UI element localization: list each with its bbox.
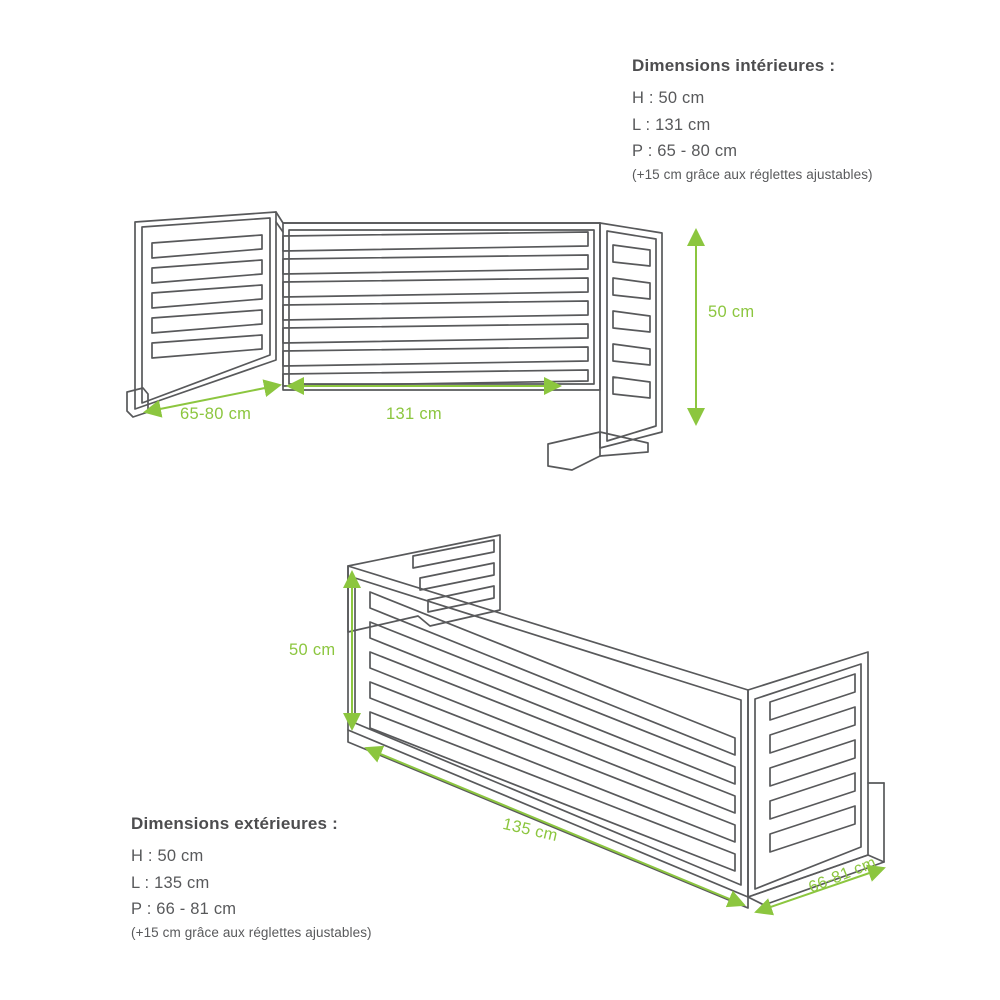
interior-dimensions-block xyxy=(632,56,873,182)
exterior-dimension-width: L : 135 cm xyxy=(131,873,210,892)
interior-dimension-height: H : 50 cm xyxy=(632,89,705,107)
interior-dimension-width: L : 131 cm xyxy=(632,115,711,134)
exterior-dimension-depth: P : 66 - 81 cm xyxy=(131,900,237,919)
dimension-label-top-height: 50 cm xyxy=(708,303,755,321)
interior-dimension-depth: P : 65 - 80 cm xyxy=(632,142,738,161)
dimension-label-bottom-width: 135 cm xyxy=(500,815,560,846)
exterior-dimension-height: H : 50 cm xyxy=(131,847,204,865)
exterior-dimensions-title: Dimensions extérieures : xyxy=(131,814,338,833)
interior-dimensions-title: Dimensions intérieures : xyxy=(632,56,836,75)
exterior-dimensions-note: (+15 cm grâce aux réglettes ajustables) xyxy=(131,925,372,941)
exterior-dimensions-block xyxy=(131,814,372,940)
interior-dimensions-note: (+15 cm grâce aux réglettes ajustables) xyxy=(632,167,873,183)
dimension-label-top-depth: 65-80 cm xyxy=(180,405,252,423)
dimension-label-top-width: 131 cm xyxy=(386,405,442,423)
dimension-label-bottom-height: 50 cm xyxy=(289,641,336,659)
dimension-label-bottom-depth: 66-81 cm xyxy=(806,853,879,897)
